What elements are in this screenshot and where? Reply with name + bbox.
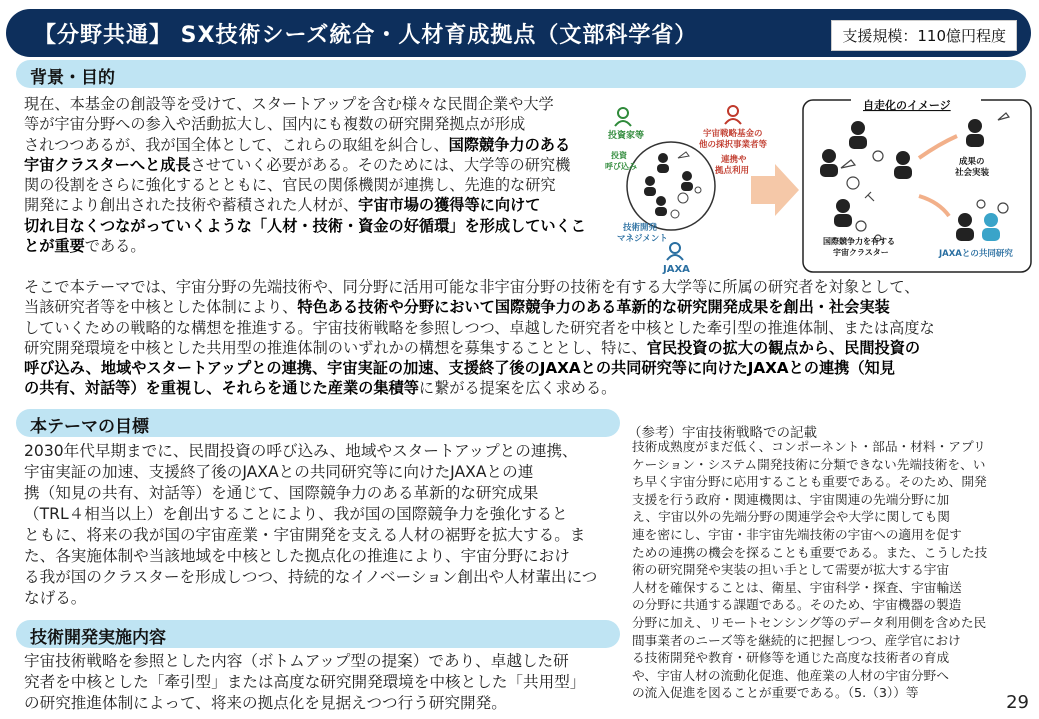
text-line: 人材を確保することは、衛星、宇宙科学・探査、宇宙輸送 — [632, 579, 962, 595]
text-line — [24, 277, 1024, 297]
text-segment: 現在、本基金の創設等を受けて、スタートアップを含む様々な民間企業や大学 — [24, 95, 554, 113]
reference-text — [632, 438, 1020, 702]
emphasis-text: 宇宙市場の獲得等に向けて — [358, 196, 541, 215]
text-segment: 関の役割をさらに強化するとともに、官民の関係機関が連携し、先進的な研究 — [24, 176, 556, 195]
text-segment: していくための戦略的な構想を推進する。宇宙技術戦略を参照しつつ、卓越した研究者を中核とした牽引型の推進体制、または高度な — [24, 318, 935, 337]
collab-label-2: 拠点利用 — [715, 166, 750, 176]
text-line: 宇宙技術戦略を参照とした内容（ボトムアップ型の提案）であり、卓越した研 — [24, 652, 569, 670]
text-line — [24, 358, 1024, 378]
emphasis-text: 特色ある技術や分野において国際競争力のある革新的な研究開発成果を創出・社会実装 — [297, 298, 890, 317]
text-line: の研究推進体制によって、将来の拠点化を見据えつつ行う研究開発。 — [24, 694, 507, 712]
text-line — [24, 378, 1024, 398]
text-line: の流入促進を図ることが重要である。（5.（3））等 — [632, 685, 919, 701]
section-bar-goal — [16, 409, 620, 437]
page-title: 【分野共通】 SX技術シーズ統合・人材育成拠点（文部科学省） — [34, 23, 698, 48]
text-line — [24, 175, 604, 195]
reference-title: （参考）宇宙技術戦略での記載 — [628, 425, 817, 441]
text-line: 支援を行う政府・関連機関は、宇宙関連の先端分野に加 — [632, 491, 950, 507]
text-line: 連を密にし、宇宙・非宇宙先端技術の宇宙への適用を促す — [632, 526, 962, 542]
text-line: る技術開発や教育・研修等を通じた高度な技術者の育成 — [632, 650, 950, 666]
text-line: た、各実施体制や当該地域を中核とした拠点化の推進により、宇宙分野におけ — [24, 547, 570, 565]
text-line — [24, 236, 604, 256]
section-bar-implementation — [16, 620, 620, 648]
emphasis-text: 国際競争力のある — [448, 135, 571, 154]
text-segment: されつつあるが、我が国全体として、これらの取組を糾合し、 — [24, 135, 449, 154]
emphasis-text: 呼び込み、地域やスタートアップとの連携、宇宙実証の加速、支援終了後のJAXAとの共同研究等に向けたJAXAとの連携（知見 — [24, 359, 895, 378]
strategy-orgs-label-2: 他の採択事業者等 — [699, 140, 768, 150]
jaxa-person-icon — [667, 243, 683, 260]
outcome-label-1: 成果の — [959, 157, 985, 167]
text-line — [24, 338, 1024, 358]
jaxa-arrow-icon — [919, 196, 949, 216]
text-line: る我が国のクラスターを形成しつつ、持続的なイノベーション創出や人材輩出につ — [24, 568, 598, 586]
text-line — [24, 94, 604, 114]
text-line — [24, 195, 604, 215]
text-line: の分野に共通する課題である。そのため、宇宙機器の製造 — [632, 597, 962, 613]
text-line — [24, 114, 604, 134]
text-line: 2030年代早期までに、民間投資の呼び込み、地域やスタートアップとの連携、 — [24, 442, 578, 460]
text-line: （TRL４相当以上）を創出することにより、我が国の国際競争力を強化すると — [24, 505, 568, 523]
researcher-icons — [644, 153, 693, 216]
emphasis-text: 切れ目なくつながっていくような「人材・技術・資金の好循環」を形成していくこ — [24, 216, 586, 235]
strategy-org-person-icon — [725, 106, 741, 124]
emphasis-text: とが重要 — [24, 237, 85, 256]
text-segment: 開発により創出された技術や蓄積された人材が、 — [24, 196, 359, 215]
section-heading-goal: 本テーマの目標 — [30, 417, 149, 437]
text-segment: 研究開発環境を中核とした共用型の推進体制のいずれかの構想を募集することとし、特に、 — [24, 338, 647, 357]
text-line — [24, 135, 604, 155]
cluster-people-icons — [820, 119, 984, 241]
support-scale-badge: 支援規模：110億円程度 — [831, 20, 1017, 51]
text-line: 宇宙実証の加速、支援終了後のJAXAとの共同研究等に向けたJAXAとの連 — [24, 463, 534, 481]
emphasis-text: 官民投資の拡大の観点から、民間投資の — [646, 338, 921, 357]
text-line: ケーション・システム開発技術に分類できない先端技術を、い — [632, 456, 986, 472]
text-line — [24, 155, 604, 175]
text-line: 分野に加え、リモートセンシング等のデータ利用側を含めた民 — [632, 614, 987, 630]
investment-label-1: 投資 — [611, 151, 627, 160]
background-paragraph-1 — [24, 94, 604, 256]
text-line: 携（知見の共有、対話等）を通じて、国際競争力のある革新的な研究成果 — [24, 484, 539, 502]
cluster-circle — [627, 142, 715, 230]
self-reliance-title: 自走化のイメージ — [863, 99, 951, 112]
cluster-label-2: 宇宙クラスター — [833, 248, 889, 257]
transition-arrow-icon — [751, 164, 799, 216]
text-segment: である。 — [84, 237, 146, 256]
strategy-orgs-label-1: 宇宙戦略基金の — [703, 129, 763, 139]
outcome-arrow-icon — [919, 136, 957, 158]
page-header — [6, 9, 1031, 57]
section-heading-implementation: 技術開発実施内容 — [30, 628, 166, 648]
text-line: ともに、将来の我が国の宇宙産業・宇宙開発を支える人材の裾野を拡大する。ま — [24, 526, 586, 544]
jaxa-collab-person-icon — [982, 213, 1000, 241]
text-line: 究者を中核とした「牽引型」または高度な研究開発環境を中核とした「共用型」 — [24, 673, 586, 691]
goal-paragraph — [24, 441, 624, 609]
tech-mgmt-label-1: 技術開発 — [623, 223, 658, 233]
section-bar-background — [16, 60, 1026, 88]
text-segment: に繋がる提案を広く求める。 — [418, 379, 617, 398]
text-line — [24, 216, 604, 236]
text-segment: そこで本テーマでは、宇宙分野の先端技術や、同分野に活用可能な非宇宙分野の技術を有する大学等に所属の研究者を対象として、 — [24, 278, 920, 296]
emphasis-text: の共有、対話等）を重視し、それらを通じた産業の集積等 — [24, 379, 419, 398]
investor-person-icon — [615, 108, 631, 126]
text-line — [24, 318, 1024, 338]
jaxa-collab-label: JAXAとの共同研究 — [939, 249, 1013, 259]
text-line: なげる。 — [24, 589, 87, 607]
investors-label: 投資家等 — [608, 131, 645, 141]
text-line: 技術成熟度がまだ低く、コンポーネント・部品・材料・アプリ — [632, 439, 986, 454]
text-line: 術の研究開発や実装の担い手として需要が拡大する宇宙 — [632, 562, 950, 578]
emphasis-text: 宇宙クラスターへと成長 — [24, 155, 191, 174]
background-paragraph-2 — [24, 277, 1024, 399]
tech-mgmt-label-2: マネジメント — [617, 234, 668, 244]
section-heading-background: 背景・目的 — [30, 68, 115, 88]
cluster-label-1: 国際競争力を有する — [823, 237, 895, 246]
page-number: 29 — [1006, 692, 1029, 713]
text-segment: させていく必要がある。そのためには、大学等の研究機 — [190, 155, 571, 174]
text-line — [24, 297, 1024, 317]
text-line: え、宇宙以外の先端分野の関連学会や大学に関しても関 — [632, 509, 950, 525]
collab-label-1: 連携や — [721, 155, 747, 165]
text-line: 間事業者のニーズ等を継続的に把握しつつ、産学官におけ — [632, 632, 961, 648]
implementation-paragraph — [24, 651, 624, 714]
text-line: ち早く宇宙分野に応用することも重要である。そのため、開発 — [632, 474, 987, 490]
jaxa-label: JAXA — [663, 264, 690, 275]
text-segment: 等が宇宙分野への参入や活動拡大し、国内にも複数の研究開発拠点が形成 — [24, 115, 526, 134]
text-line: ための連携の機会を探ることも重要である。また、こうした技 — [632, 544, 988, 560]
text-line: や、宇宙人材の流動化促進、他産業の人材の宇宙分野へ — [632, 667, 949, 683]
outcome-label-2: 社会実装 — [955, 168, 990, 178]
self-reliance-diagram — [603, 98, 1035, 276]
self-reliance-box — [803, 100, 1031, 272]
text-segment: 当該研究者等を中核とした体制により、 — [24, 298, 298, 317]
investment-label-2: 呼び込み — [605, 162, 637, 171]
